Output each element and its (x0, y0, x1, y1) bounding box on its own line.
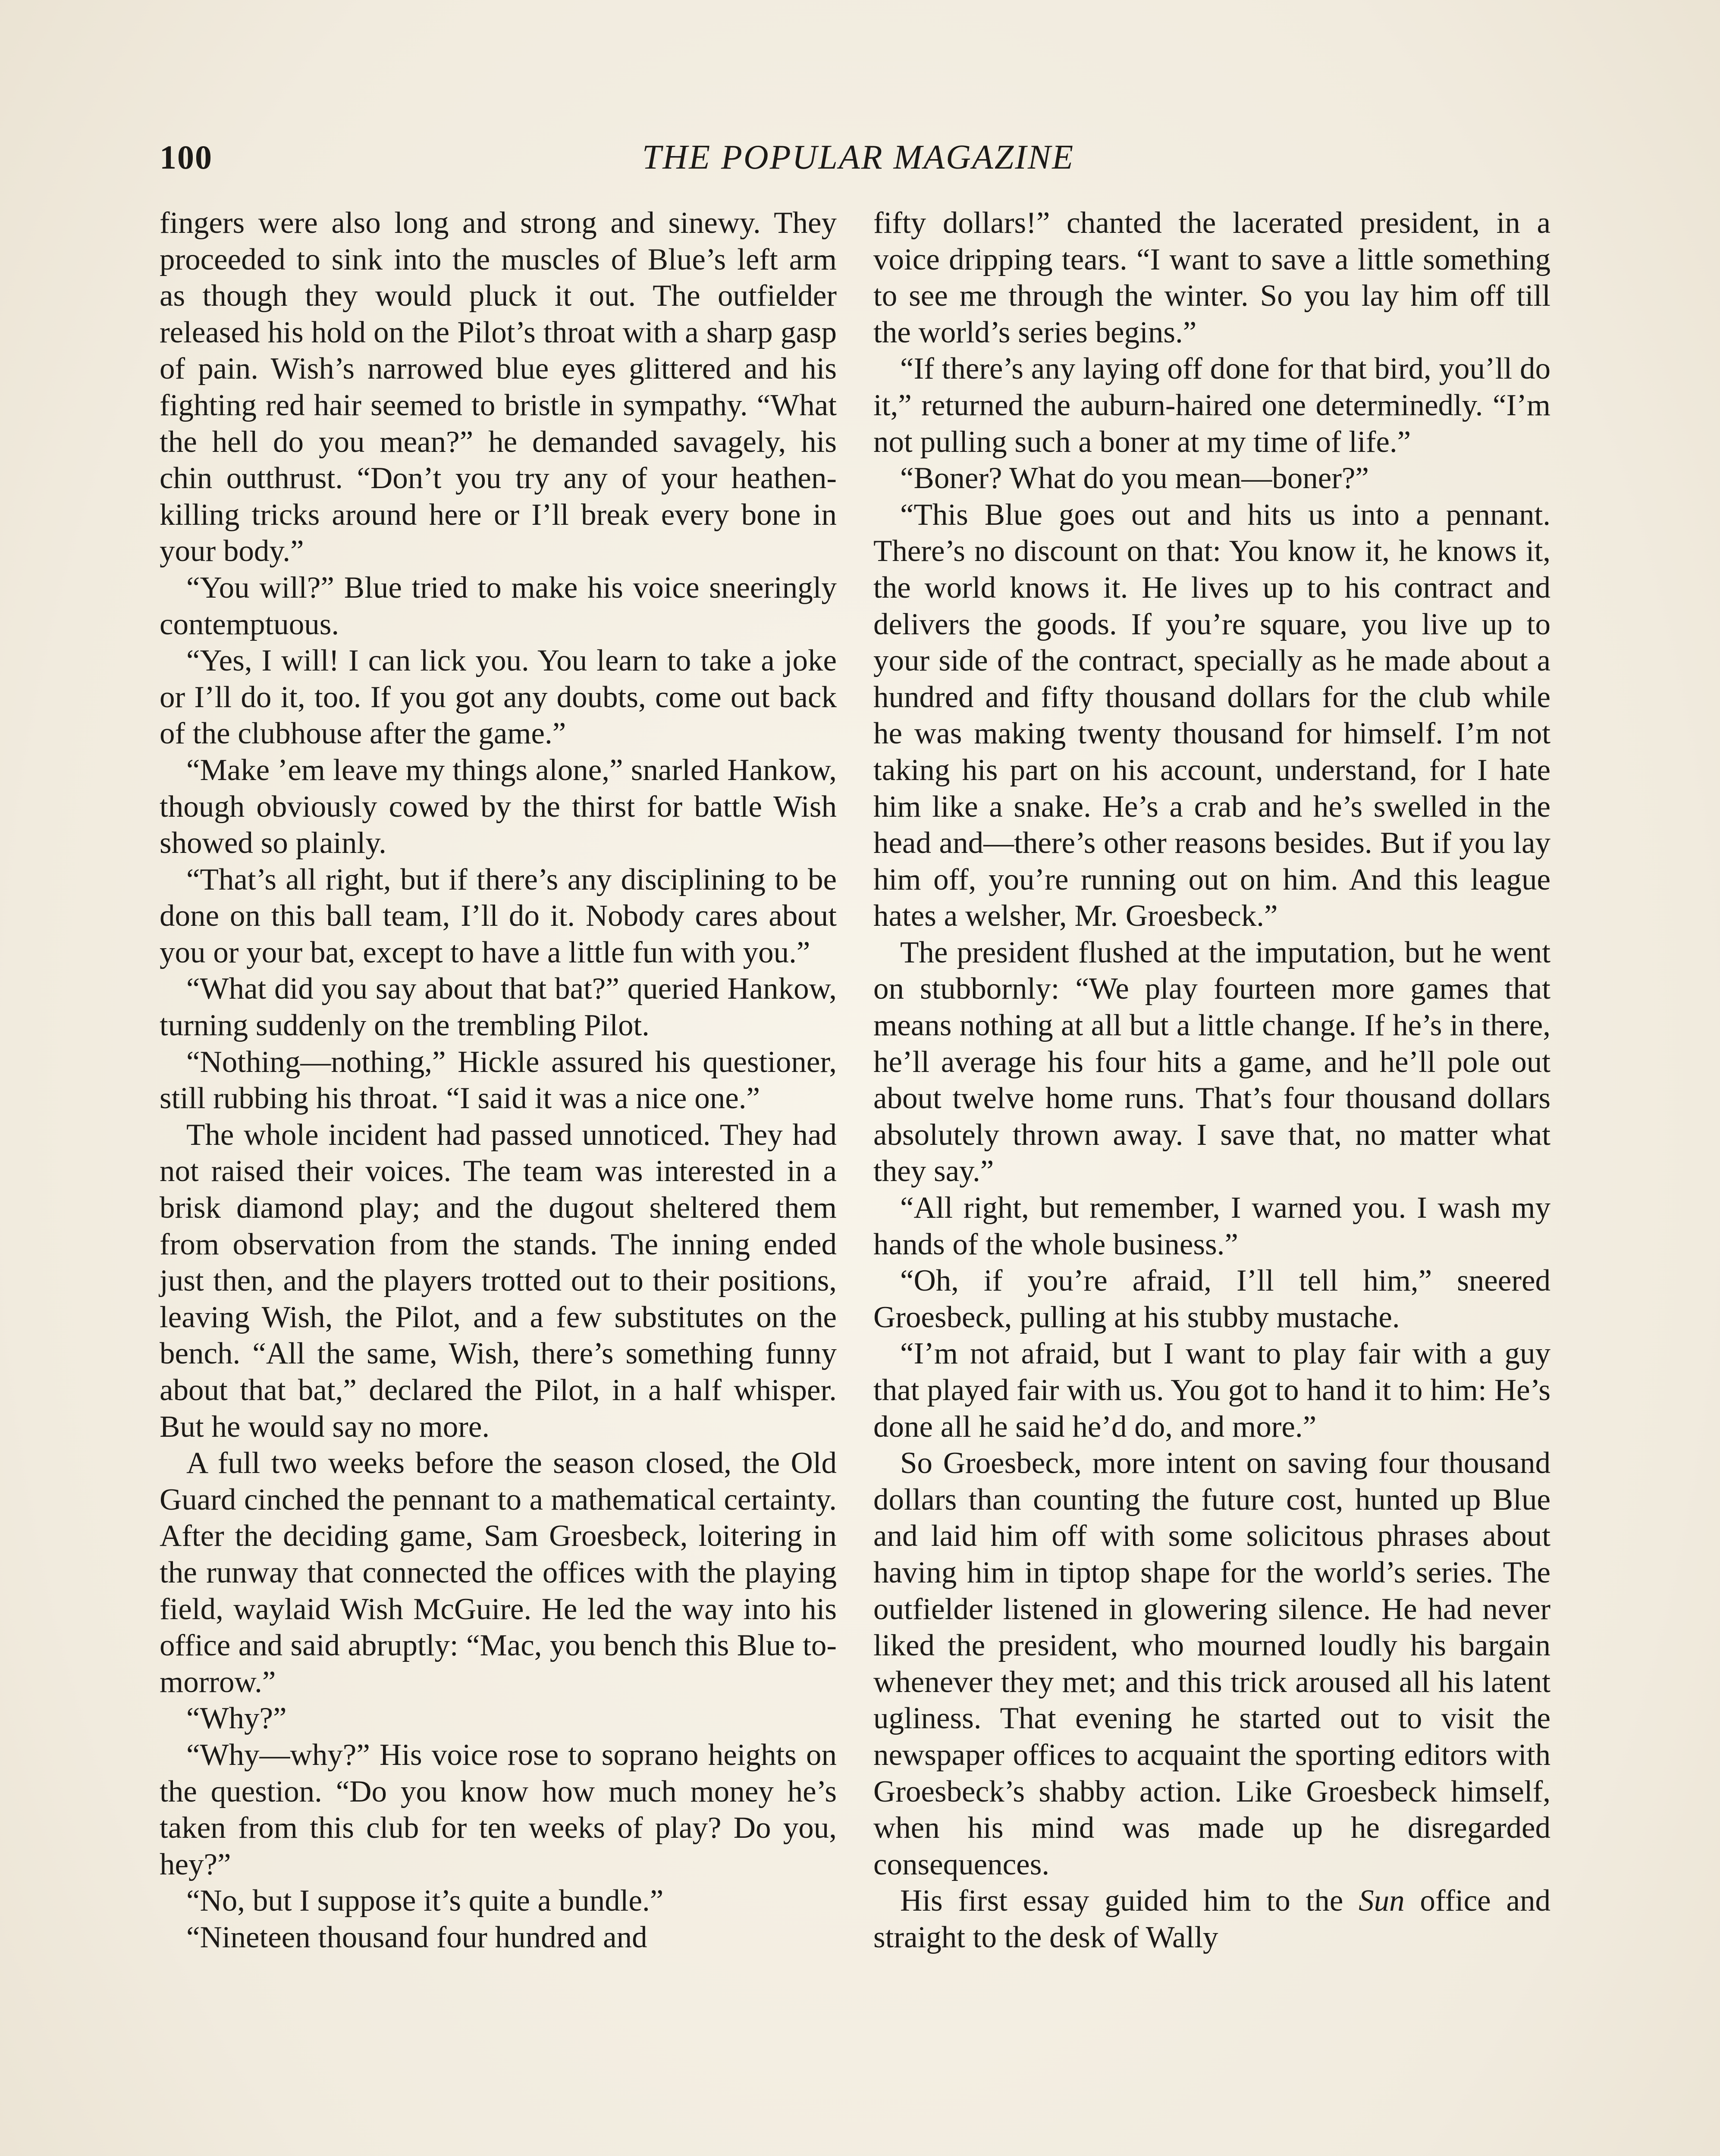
paragraph: “Why?” (186, 1702, 287, 1736)
paragraph: fifty dollars!” chanted the lacerated president, in a voice dripping tears. “I want to save a little something to see me through the winter. So you lay him off till the world’s series begins.” (873, 206, 1551, 349)
paragraph-text: His first essay guided him to the (900, 1884, 1359, 1918)
paragraph: “This Blue goes out and hits us into a pennant. There’s no discount on that: You know it, he knows it, the world knows it. He lives up to his contract and delivers the goods. If you’re square, you live up to your side of the contract, specially as he made about a hundred and fifty thousand dollars for the club while he was making twenty thousand for himself. I’m not taking his part on his account, understand, for I hate him like a snake. He’s a crab and he’s swelled in the head and—there’s other reasons besides. But if you lay him off, you’re running out on him. And this league hates a welsher, Mr. Groesbeck.” (873, 498, 1551, 933)
page-number: 100 (160, 138, 213, 176)
paragraph: “Make ’em leave my things alone,” snarled Hankow, though obviously cowed by the thirst for battle Wish showed so plainly. (160, 753, 837, 860)
paragraph: The president flushed at the imputation, but he went on stubbornly: “We play fourteen more games that means nothing at all but a little change. If he’s in there, he’ll average his four hits a game, and he’ll pole out about twelve home runs. That’s four thousand dollars absolutely thrown away. I save that, no matter what they say.” (873, 935, 1551, 1188)
paragraph: “Nineteen thousand four hundred and (186, 1920, 647, 1954)
paragraph: The whole incident had passed unnoticed. They had not raised their voices. The team was interested in a brisk diamond play; and the dugout sheltered them from observation from the stands. The inning ended just then, and the players trotted out to their positions, leaving Wish, the Pilot, and a few substitutes on the bench. “All the same, Wish, there’s something funny about that bat,” declared the Pilot, in a half whisper. But he would say no more. (160, 1118, 837, 1444)
paragraph: “If there’s any laying off done for that bird, you’ll do it,” returned the auburn-haired one determinedly. “I’m not pulling such a boner at my time of life.” (873, 352, 1551, 459)
paragraph: “What did you say about that bat?” queried Hankow, turning suddenly on the trembling Pilot. (160, 972, 837, 1043)
paragraph: “All right, but remember, I warned you. I wash my hands of the whole business.” (873, 1191, 1551, 1261)
paragraph: So Groesbeck, more intent on saving four thousand dollars than counting the future cost, hunted up Blue and laid him off with some solicitous phrases about having him in tiptop shape for the world’s series. The outfielder listened in glowering silence. He had never liked the president, who mourned loudly his bargain whenever they met; and this trick aroused all his latent ugliness. That evening he started out to visit the newspaper offices to acquaint the sporting editors with Groesbeck’s shabby action. Like Groesbeck himself, when his mind was made up he disregarded consequences. (873, 1446, 1551, 1881)
paragraph: “Oh, if you’re afraid, I’ll tell him,” sneered Groesbeck, pulling at his stubby mustache. (873, 1264, 1551, 1334)
running-title: THE POPULAR MAGAZINE (642, 138, 1075, 176)
paragraph (873, 1883, 1551, 1955)
paragraph: “You will?” Blue tried to make his voice sneeringly contemptuous. (160, 570, 837, 641)
page-header (160, 129, 1557, 190)
paragraph: “Nothing—nothing,” Hickle assured his questioner, still rubbing his throat. “I said it was a nice one.” (160, 1045, 837, 1116)
paragraph: “No, but I suppose it’s quite a bundle.” (186, 1884, 664, 1918)
left-column (160, 205, 837, 1956)
paragraph: “I’m not afraid, but I want to play fair with a guy that played fair with us. You got to hand it to him: He’s done all he said he’d do, and more.” (873, 1337, 1551, 1444)
paragraph: fingers were also long and strong and sinewy. They proceeded to sink into the muscles of Blue’s left arm as though they would pluck it out. The outfielder released his hold on the Pilot’s throat with a sharp gasp of pain. Wish’s narrowed blue eyes glittered and his fighting red hair seemed to bristle in sympathy. “What the hell do you mean?” he demanded savagely, his chin outthrust. “Don’t you try any of your heathen-killing tricks around here or I’ll break every bone in your body.” (160, 206, 837, 568)
paragraph-text: office and straight to the desk of Wally (873, 1884, 1551, 1954)
paragraph: “Boner? What do you mean—boner?” (900, 461, 1369, 495)
paragraph: A full two weeks before the season closed, the Old Guard cinched the pennant to a mathematical certainty. After the deciding game, Sam Groesbeck, loitering in the runway that connected the offices with the playing field, waylaid Wish McGuire. He led the way into his office and said abruptly: “Mac, you bench this Blue to-morrow.” (160, 1446, 837, 1699)
paragraph: “That’s all right, but if there’s any disciplining to be done on this ball team, I’ll do it. Nobody cares about you or your bat, except to have a little fun with you.” (160, 862, 837, 969)
right-column (873, 205, 1551, 1956)
paragraph: “Yes, I will! I can lick you. You learn to take a joke or I’ll do it, too. If you got any doubts, come out back of the clubhouse after the game.” (160, 644, 837, 751)
paragraph: “Why—why?” His voice rose to soprano heights on the question. “Do you know how much money he’s taken from this club for ten weeks of play? Do you, hey?” (160, 1738, 837, 1881)
newspaper-name: Sun (1359, 1884, 1405, 1918)
